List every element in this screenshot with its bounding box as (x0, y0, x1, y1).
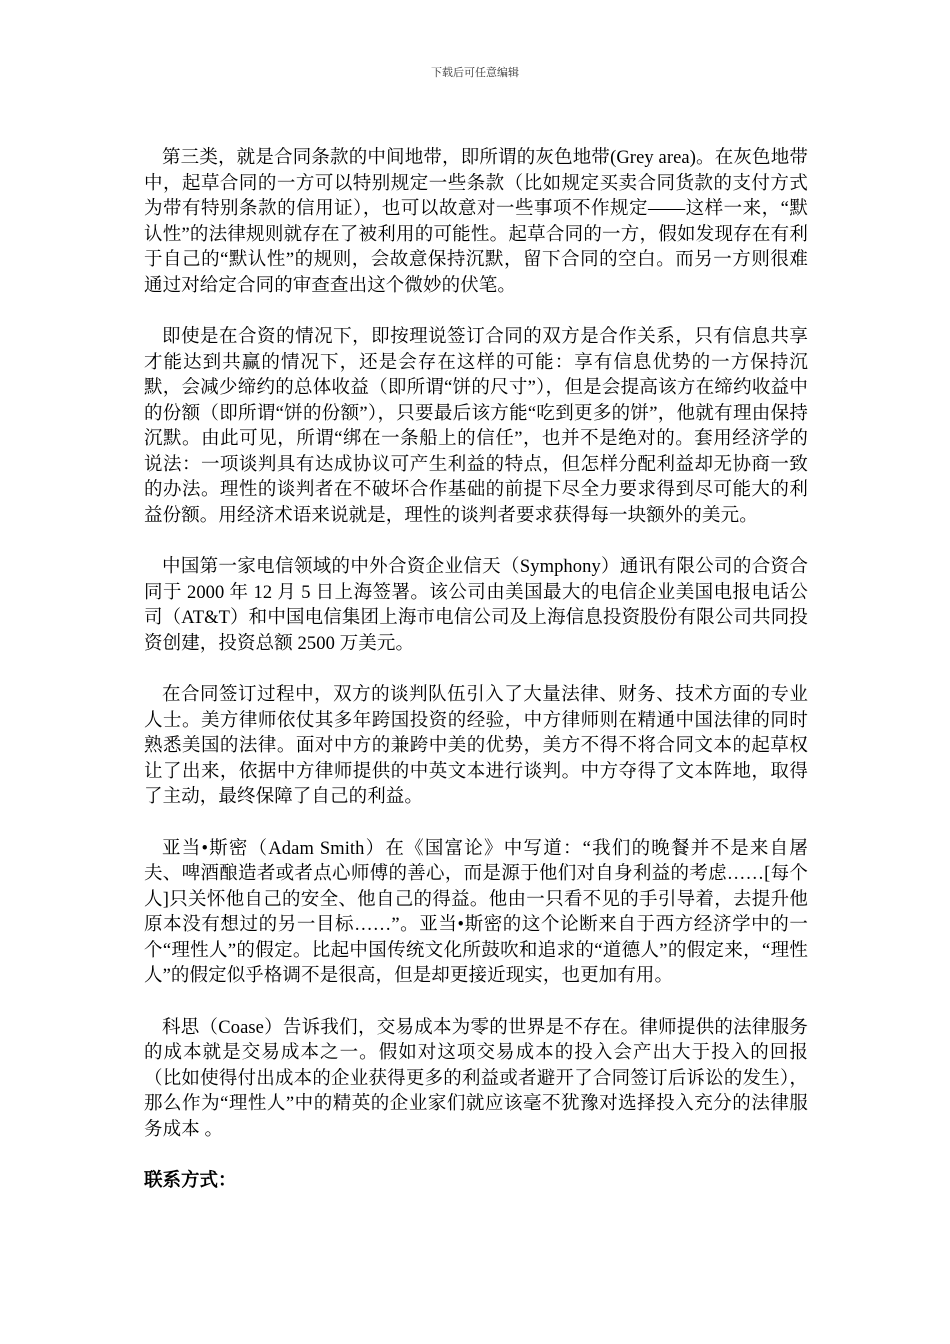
paragraph-symphony: 中国第一家电信领域的中外合资企业信天（Symphony）通讯有限公司的合资合同于 2000 年 12 月 5 日上海签署。该公司由美国最大的电信企业美国电报电话公司（AT&T）和中国电信集团上海市电信公司及上海信息投资股份有限公司共同投资创建，投资总额 2500 万美元。 (144, 557, 808, 654)
paragraph-coase: 科思（Coase）告诉我们，交易成本为零的世界是不存在。律师提供的法律服务的成本就是交易成本之一。假如对这项交易成本的投入会产出大于投入的回报（比如使得付出成本的企业获得更多的利益或者避开了合同签订后诉讼的发生），那么作为“理性人”中的精英的企业家们就应该毫不犹豫对选择投入充分的法律服务成本 。 (144, 1017, 808, 1140)
page-header: 下载后可任意编辑 (431, 67, 519, 79)
paragraph-negotiation: 在合同签订过程中，双方的谈判队伍引入了大量法律、财务、技术方面的专业人士。美方律师依仗其多年跨国投资的经验，中方律师则在精通中国法律的同时熟悉美国的法律。面对中方的兼跨中美的优势，美方不得不将合同文本的起草权让了出来，依据中方律师提供的中英文本进行谈判。中方夺得了文本阵地，取得了主动，最终保障了自己的利益。 (144, 685, 808, 807)
document-body (144, 146, 808, 1194)
paragraph-adam-smith: 亚当•斯密（Adam Smith）在《国富论》中写道：“我们的晚餐并不是来自屠夫、啤酒酿造者或者点心师傅的善心，而是源于他们对自身利益的考虑……[每个人]只关怀他自己的安全、他自己的得益。他由一只看不见的手引导着，去提升他原本没有想过的另一目标……”。亚当•斯密的这个论断来自于西方经济学中的一个“理性人”的假定。比起中国传统文化所鼓吹和追求的“道德人”的假定来，“理性人”的假定似乎格调不是很高，但是却更接近现实，也更加有用。 (144, 838, 808, 986)
paragraph-joint-venture: 即使是在合资的情况下，即按理说签订合同的双方是合作关系，只有信息共享才能达到共赢的情况下，还是会存在这样的可能：享有信息优势的一方保持沉默，会减少缔约的总体收益（即所谓“饼的尺寸”），但是会提高该方在缔约收益中的份额（即所谓“饼的份额”），只要最后该方能“吃到更多的饼”，他就有理由保持沉默。由此可见，所谓“绑在一条船上的信任”，也并不是绝对的。套用经济学的说法：一项谈判具有达成协议可产生利益的特点，但怎样分配利益却无协商一致的办法。理性的谈判者在不破坏合作基础的前提下尽全力要求得到尽可能大的利益份额。用经济术语来说就是，理性的谈判者要求获得每一块额外的美元。 (144, 327, 808, 526)
contact-heading: 联系方式： (144, 1171, 237, 1191)
paragraph-grey-area: 第三类，就是合同条款的中间地带，即所谓的灰色地带(Grey area)。在灰色地带中，起草合同的一方可以特别规定一些条款（比如规定买卖合同货款的支付方式为带有特别条款的信用证），也可以故意对一些事项不作规定——这样一来，“默认性”的法律规则就存在了被利用的可能性。起草合同的一方，假如发现存在有利于自己的“默认性”的规则，会故意保持沉默，留下合同的空白。而另一方则很难通过对给定合同的审查查出这个微妙的伏笔。 (144, 148, 808, 296)
